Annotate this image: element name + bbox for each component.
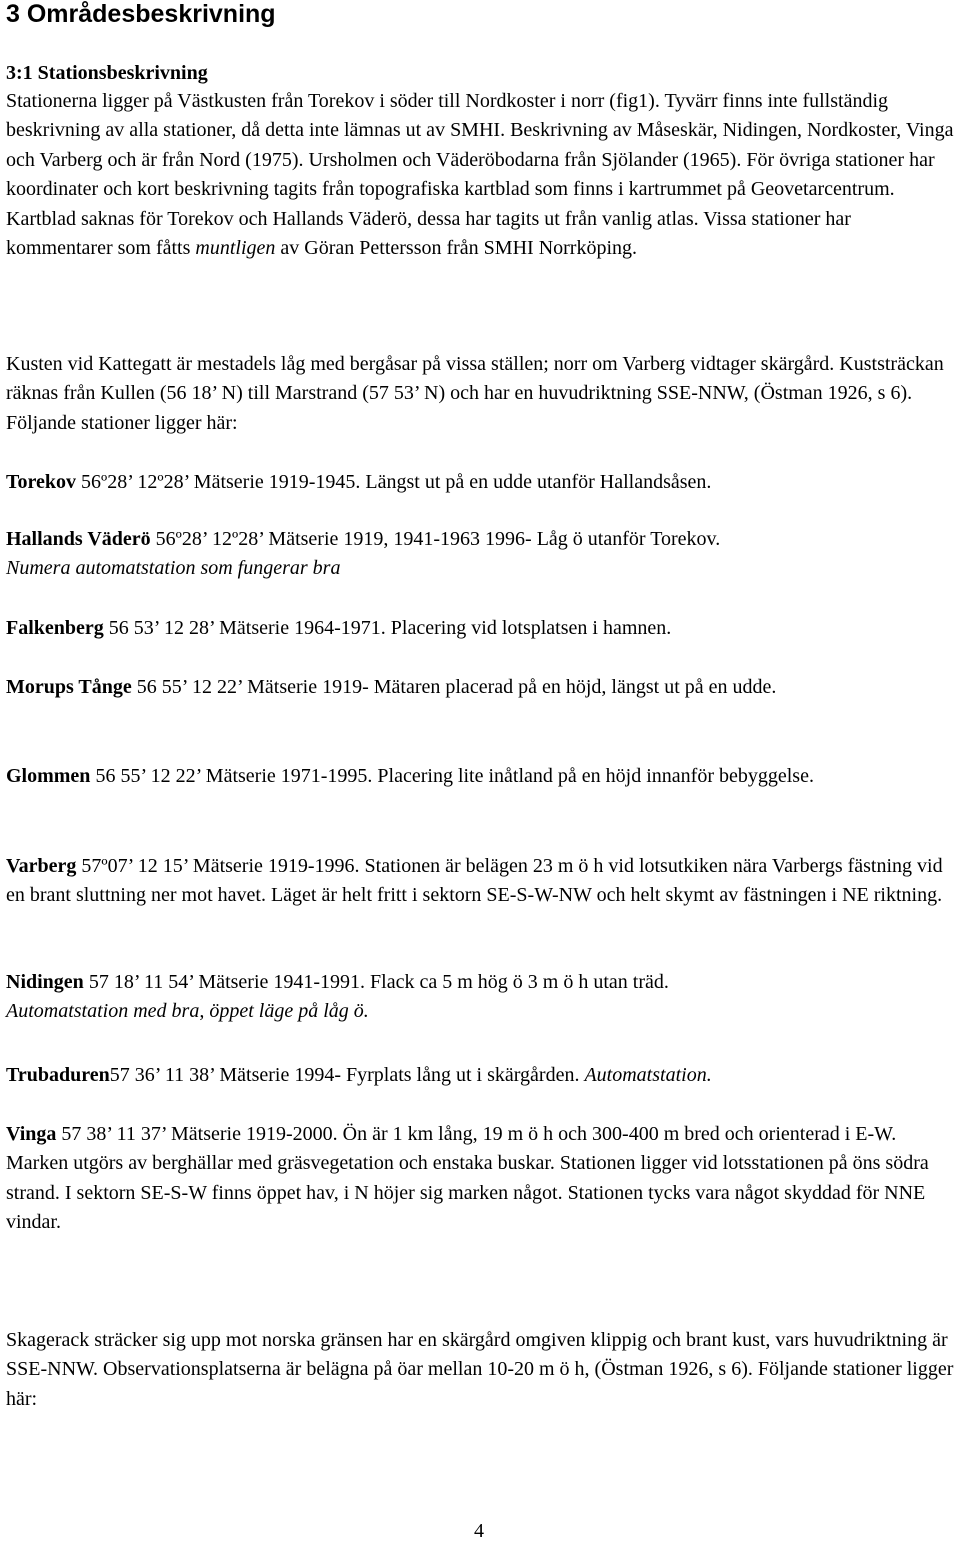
station-name: Hallands Väderö <box>6 528 151 550</box>
station-text: 56 55’ 12 22’ Mätserie 1971-1995. Placering lite inåtland på en höjd innanför bebyggelse. <box>90 765 814 787</box>
station-name: Glommen <box>6 765 91 787</box>
intro-paragraph <box>6 87 956 263</box>
intro-emphasis: muntligen <box>195 237 276 260</box>
kattegatt-paragraph: Kusten vid Kattegatt är mestadels låg med bergåsar på vissa ställen; norr om Varberg vidtager skärgård. Kuststräckan räknas från Kullen (56 18’ N) till Marstrand (57 53’ N) och har en huvudriktning SSE-NNW, (Östman 1926, s 6). Följande stationer ligger här: <box>6 353 944 434</box>
station-name: Trubaduren <box>6 1064 110 1086</box>
station-morups-tange <box>6 673 956 702</box>
station-text: 57º07’ 12 15’ Mätserie 1919-1996. Stationen är belägen 23 m ö h vid lotsutkiken nära Varbergs fästning vid en brant sluttning ner mot havet. Läget är helt fritt i sektorn SE-S-W-NW och helt skymt av fästningen i NE riktning. <box>6 855 943 907</box>
station-trubaduren <box>6 1061 956 1090</box>
station-nidingen <box>6 968 956 1027</box>
intro-text: Stationerna ligger på Västkusten från Torekov i söder till Nordkoster i norr (fig1). Tyvärr finns inte fullständig beskrivning av alla stationer, då detta inte lämnas ut av SMHI. Beskrivning av Måseskär, Nidingen, Nordkoster, Vinga och Varberg och är från Nord (1975). Ursholmen och Väderöbodarna från Sjölander (1965). För övriga stationer har koordinater och kort beskrivning tagits från topografiska kartblad som finns i kartrummet på Geovetarcentrum. Kartblad saknas för Torekov och Hallands Väderö, dessa har tagits ut från vanlig atlas. Vissa stationer har kommentarer som fåtts <box>6 90 954 260</box>
page-number: 4 <box>474 1520 484 1542</box>
station-name: Torekov <box>6 471 77 493</box>
station-note: Automatstation. <box>584 1064 712 1086</box>
station-hallands-vadero <box>6 525 956 584</box>
skagerack-paragraph: Skagerack sträcker sig upp mot norska gränsen har en skärgård omgiven klippig och brant kust, vars huvudriktning är SSE-NNW. Observationsplatserna är belägna på öar mellan 10-20 m ö h, (Östman 1926, s 6). Följande stationer ligger här: <box>6 1329 954 1410</box>
station-text: 56 55’ 12 22’ Mätserie 1919- Mätaren placerad på en höjd, längst ut på en udde. <box>131 676 777 698</box>
station-falkenberg <box>6 614 956 643</box>
intro-text-end: av Göran Pettersson från SMHI Norrköping. <box>275 237 638 260</box>
station-name: Morups Tånge <box>6 676 132 698</box>
station-text: 57 38’ 11 37’ Mätserie 1919-2000. Ön är 1 km lång, 19 m ö h och 300-400 m bred och orienterad i E-W. Marken utgörs av berghällar med gräsvegetation och enstaka buskar. Stationen ligger vid lotsstationen på öns södra strand. I sektorn SE-S-W finns öppet hav, i N höjer sig marken något. Stationen tycks vara något skyddad för NNE vindar. <box>6 1123 929 1234</box>
station-varberg <box>6 852 956 911</box>
station-note: Automatstation med bra, öppet läge på låg ö. <box>6 1000 369 1023</box>
section-heading: 3 Områdesbeskrivning <box>6 0 276 28</box>
station-text: 57 36’ 11 38’ Mätserie 1994- Fyrplats lång ut i skärgården. <box>109 1064 585 1086</box>
station-name: Vinga <box>6 1123 57 1145</box>
station-vinga <box>6 1120 956 1238</box>
station-torekov <box>6 468 956 497</box>
station-text: 56º28’ 12º28’ Mätserie 1919-1945. Längst ut på en udde utanför Hallandsåsen. <box>76 471 712 493</box>
station-text: 57 18’ 11 54’ Mätserie 1941-1991. Flack ca 5 m hög ö 3 m ö h utan träd. <box>83 971 669 993</box>
station-name: Varberg <box>6 855 77 877</box>
station-name: Falkenberg <box>6 617 104 639</box>
station-note: Numera automatstation som fungerar bra <box>6 557 341 580</box>
station-glommen <box>6 762 956 791</box>
station-name: Nidingen <box>6 971 84 993</box>
subsection-heading: 3:1 Stationsbeskrivning <box>6 62 208 84</box>
station-text: 56º28’ 12º28’ Mätserie 1919, 1941-1963 1996- Låg ö utanför Torekov. <box>150 528 721 550</box>
station-text: 56 53’ 12 28’ Mätserie 1964-1971. Placering vid lotsplatsen i hamnen. <box>103 617 672 639</box>
